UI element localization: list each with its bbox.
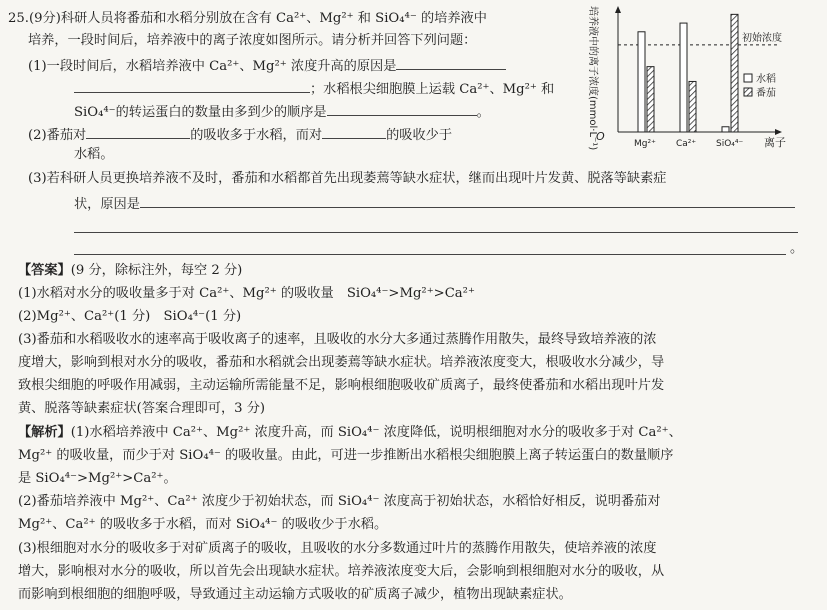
answer-part-1: (1)水稻对水分的吸收量多于对 Ca²⁺、Mg²⁺ 的吸收量 SiO₄⁴⁻>Mg²⁺>Ca²⁺	[18, 286, 475, 301]
question-end-mark: 。	[790, 241, 804, 256]
question-line-6	[28, 124, 452, 145]
legend-rice-label: 水稻	[756, 74, 776, 85]
analysis-line-1	[18, 424, 682, 442]
x-tick-ca: Ca²⁺	[676, 139, 697, 149]
q2-prompt-c: 的吸收少于	[386, 128, 453, 143]
q1-end: 。	[476, 105, 490, 120]
bar-tomato-mg	[647, 67, 654, 132]
answer-blank-4[interactable]	[322, 124, 386, 139]
analysis-line-8: 而影响到根细胞的细胞呼吸，导致通过主动运输方式吸收的矿质离子减少，植物出现缺素症状。	[18, 587, 572, 602]
question-line-5	[74, 101, 490, 122]
question-line-9	[74, 193, 795, 214]
bar-rice-sio4	[722, 127, 729, 132]
bar-tomato-sio4	[731, 14, 738, 132]
question-line-4	[74, 78, 554, 99]
answer-scoring-note: (9 分，除标注外，每空 2 分)	[70, 263, 243, 278]
legend-tomato-swatch	[744, 88, 752, 96]
answer-blank-1-cont[interactable]	[74, 78, 310, 93]
analysis-line-4: (2)番茄培养液中 Mg²⁺、Ca²⁺ 浓度少于初始状态，而 SiO₄⁴⁻ 浓度高于初始状态，水稻恰好相反，说明番茄对	[18, 494, 661, 509]
question-line-1: 25.(9分)科研人员将番茄和水稻分别放在含有 Ca²⁺、Mg²⁺ 和 SiO₄⁴⁻ 的培养液中	[8, 11, 487, 26]
answer-blank-5[interactable]	[140, 193, 795, 208]
q1-prompt: (1)一段时间后，水稻培养液中 Ca²⁺、Mg²⁺ 浓度升高的原因是	[28, 59, 397, 74]
chart-x-arrow	[775, 129, 782, 135]
analysis-line-6: (3)根细胞对水分的吸收多于对矿质离子的吸收，且吸收的水分多数通过叶片的蒸腾作用散失，使培养液的浓度	[18, 541, 657, 556]
answer-blank-5-line-3[interactable]	[74, 254, 786, 255]
answer-blank-5-line-2[interactable]	[74, 232, 798, 233]
answer-part-3-line-3: 致根尖细胞的呼吸作用减弱，主动运输所需能量不足，影响根细胞吸收矿质离子，最终使番茄和水稻出现叶片发	[18, 378, 665, 393]
legend-rice-swatch	[744, 74, 752, 82]
analysis-text-1: (1)水稻培养液中 Ca²⁺、Mg²⁺ 浓度升高，而 SiO₄⁴⁻ 浓度降低，说明根细胞对水分的吸收多于对 Ca²⁺、	[70, 425, 682, 440]
bar-rice-mg	[638, 32, 645, 132]
initial-concentration-label: 初始浓度	[742, 32, 782, 44]
question-line-8: (3)若科研人员更换培养液不及时，番茄和水稻都首先出现萎蔫等缺水症状，继而出现叶片发黄、脱落等缺素症	[28, 171, 667, 186]
chart-legend	[744, 72, 776, 99]
analysis-tag: 【解析】	[18, 425, 71, 440]
analysis-line-3: 是 SiO₄⁴⁻>Mg²⁺>Ca²⁺。	[18, 471, 177, 486]
question-line-2: 培养，一段时间后，培养液中的离子浓度如图所示。请分析并回答下列问题：	[28, 33, 477, 48]
q1-prompt-3: SiO₄⁴⁻的转运蛋白的数量由多到少的顺序是	[74, 105, 327, 120]
q3-prompt: 状，原因是	[74, 197, 140, 212]
x-tick-sio4: SiO₄⁴⁻	[716, 139, 744, 149]
answer-tag: 【答案】	[18, 263, 71, 278]
question-line-7: 水稻。	[74, 147, 114, 162]
analysis-line-5: Mg²⁺、Ca²⁺ 的吸收多于水稻，而对 SiO₄⁴⁻ 的吸收少于水稻。	[18, 517, 388, 532]
question-line-3	[28, 55, 506, 76]
chart-y-arrow	[615, 6, 621, 13]
answer-line-1	[18, 262, 242, 280]
x-tick-mg: Mg²⁺	[634, 139, 656, 149]
ion-concentration-chart	[578, 4, 818, 154]
analysis-line-2: Mg²⁺ 的吸收量，而少于对 SiO₄⁴⁻ 的吸收量。由此，可进一步推断出水稻根尖细胞膜上离子转运蛋白的数量顺序	[18, 448, 674, 463]
answer-blank-3[interactable]	[86, 124, 190, 139]
chart-origin: O	[596, 130, 605, 143]
q2-prompt-b: 的吸收多于水稻，而对	[190, 128, 323, 143]
answer-blank-1[interactable]	[396, 55, 506, 70]
bar-rice-ca	[680, 23, 687, 132]
answer-part-2: (2)Mg²⁺、Ca²⁺(1 分) SiO₄⁴⁻(1 分)	[18, 309, 242, 324]
legend-tomato-label: 番茄	[756, 88, 776, 99]
answer-part-3-line-1: (3)番茄和水稻吸收水的速率高于吸收离子的速率，且吸收的水分大多通过蒸腾作用散失，最终导致培养液的浓	[18, 332, 657, 347]
chart-x-label: 离子	[764, 136, 786, 149]
q2-prompt-a: (2)番茄对	[28, 128, 87, 143]
answer-blank-2[interactable]	[327, 101, 477, 116]
bar-tomato-ca	[689, 81, 696, 132]
answer-part-3-line-4: 黄、脱落等缺素症状(答案合理即可，3 分)	[18, 401, 266, 416]
analysis-line-7: 增大，影响根对水分的吸收，所以首先会出现缺水症状。培养液浓度变大后，会影响到根细胞对水分的吸收，从	[18, 564, 665, 579]
chart-y-label: 培养液中的离子浓度(mmol·L⁻¹)	[587, 6, 598, 151]
q1-prompt-2: ；水稻根尖细胞膜上运载 Ca²⁺、Mg²⁺ 和	[310, 82, 555, 97]
answer-part-3-line-2: 度增大，影响到根对水分的吸收，番茄和水稻就会出现萎蔫等缺水症状。培养液浓度变大，根吸收水分减少，导	[18, 355, 665, 370]
